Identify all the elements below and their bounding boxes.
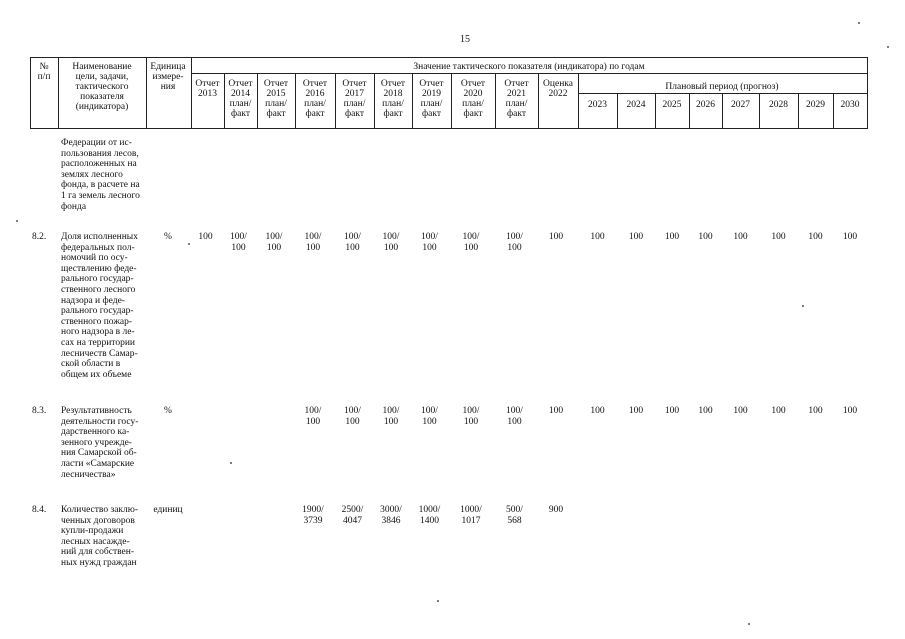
row-value-9: 100 xyxy=(548,406,564,416)
header-year-8: Отчет 2021 план/ факт xyxy=(504,79,529,119)
header-top-line xyxy=(30,57,867,58)
header-col-name: Наименование цели, задачи, тактического показателя (индикатора) xyxy=(72,62,132,112)
header-col-unit: Единица измере- ния xyxy=(150,62,186,92)
scan-speck xyxy=(887,46,889,48)
header-year-7: Отчет 2020 план/ факт xyxy=(460,79,486,119)
scan-speck xyxy=(230,462,232,464)
row-value-5: 100/ 100 xyxy=(382,232,400,253)
row-value-4: 2500/ 4047 xyxy=(341,505,364,526)
scan-speck xyxy=(858,22,860,24)
row-unit: % xyxy=(164,406,172,416)
header-col-divider xyxy=(617,93,618,128)
header-year-3: Отчет 2016 план/ факт xyxy=(302,79,328,119)
row-plan-value-1: 100 xyxy=(628,232,644,242)
row-value-6: 100/ 100 xyxy=(421,406,438,427)
row-plan-value-0: 100 xyxy=(590,232,605,242)
scan-speck xyxy=(802,305,804,307)
header-year-9: Оценка 2022 xyxy=(543,79,573,99)
header-col-divider xyxy=(689,93,690,128)
row-value-4: 100/ 100 xyxy=(344,232,361,253)
row-value-8: 500/ 568 xyxy=(506,505,523,526)
scan-speck xyxy=(437,600,439,602)
row-indicator-name: Доля исполненных федеральных пол- номочий по осу- ществлению феде- рального государ- ственного лесного надзора и феде- рального государ- ственного пожар- ного надзора в ле- сах на территории лесничеств Самар- ской области в общем их объеме xyxy=(61,232,138,380)
header-year-1: Отчет 2014 план/ факт xyxy=(228,79,253,119)
scan-speck xyxy=(748,623,750,625)
row-plan-value-5: 100 xyxy=(771,406,786,416)
header-plan-year-2030: 2030 xyxy=(840,100,860,110)
row-plan-value-4: 100 xyxy=(733,232,748,242)
row-value-5: 3000/ 3846 xyxy=(380,505,402,526)
row-number: 8.4. xyxy=(32,505,47,515)
header-col-divider xyxy=(722,93,723,128)
header-plan-year-2025: 2025 xyxy=(662,100,682,110)
row-number: 8.2. xyxy=(32,232,47,242)
header-year-4: Отчет 2017 план/ факт xyxy=(342,79,367,119)
row-plan-value-2: 100 xyxy=(664,232,680,242)
row-value-7: 100/ 100 xyxy=(462,406,480,427)
header-group-title: Значение тактического показателя (индикатора) по годам xyxy=(413,62,645,72)
row-plan-value-6: 100 xyxy=(808,406,823,416)
row-value-2: 100/ 100 xyxy=(265,232,283,253)
scan-speck xyxy=(16,220,18,222)
header-plan-year-2024: 2024 xyxy=(626,100,646,110)
header-col-divider xyxy=(798,93,799,128)
row-plan-value-5: 100 xyxy=(771,232,786,242)
row-value-8: 100/ 100 xyxy=(506,232,523,253)
header-bottom-line xyxy=(30,128,867,129)
row-value-8: 100/ 100 xyxy=(506,406,523,427)
continuation-text: Федерации от ис- пользования лесов, расположенных на землях лесного фонда, в расчете на 1 га земель лесного фонда xyxy=(61,138,140,212)
scan-speck xyxy=(188,243,190,245)
row-plan-value-7: 100 xyxy=(842,406,858,416)
header-plan-year-2026: 2026 xyxy=(696,100,715,110)
header-col-divider xyxy=(655,93,656,128)
row-number: 8.3. xyxy=(32,406,47,416)
row-plan-value-6: 100 xyxy=(808,232,823,242)
row-value-5: 100/ 100 xyxy=(382,406,400,427)
header-year-6: Отчет 2019 план/ факт xyxy=(419,79,444,119)
header-year-2: Отчет 2015 план/ факт xyxy=(263,79,289,119)
header-year-5: Отчет 2018 план/ факт xyxy=(380,79,406,119)
row-plan-value-3: 100 xyxy=(698,406,713,416)
row-plan-value-0: 100 xyxy=(590,406,605,416)
header-plan-year-2028: 2028 xyxy=(769,100,788,110)
header-plan-year-2029: 2029 xyxy=(806,100,825,110)
row-plan-value-1: 100 xyxy=(628,406,644,416)
row-value-0: 100 xyxy=(198,232,213,242)
row-plan-value-7: 100 xyxy=(842,232,858,242)
row-value-6: 1000/ 1400 xyxy=(418,505,441,526)
header-plan-year-2027: 2027 xyxy=(731,100,750,110)
row-value-7: 100/ 100 xyxy=(462,232,480,253)
row-value-9: 900 xyxy=(548,505,564,515)
row-value-1: 100/ 100 xyxy=(230,232,247,253)
header-plan-year-2023: 2023 xyxy=(588,100,607,110)
row-plan-value-4: 100 xyxy=(733,406,748,416)
page-number: 15 xyxy=(460,34,470,45)
row-value-4: 100/ 100 xyxy=(344,406,361,427)
row-value-7: 1000/ 1017 xyxy=(460,505,482,526)
row-unit: единиц xyxy=(153,505,183,515)
row-value-3: 1900/ 3739 xyxy=(302,505,324,526)
header-group-line xyxy=(191,73,867,74)
row-value-3: 100/ 100 xyxy=(304,232,322,253)
header-plan-period: Плановый период (прогноз) xyxy=(665,82,779,92)
header-col-number: № п/п xyxy=(37,62,51,82)
row-value-3: 100/ 100 xyxy=(304,406,322,427)
row-unit: % xyxy=(164,232,172,242)
row-indicator-name: Количество заклю- ченных договоров купли-продажи лесных насажде- ний для собствен- ных нужд граждан xyxy=(61,505,139,568)
row-plan-value-3: 100 xyxy=(698,232,713,242)
row-value-9: 100 xyxy=(548,232,564,242)
header-col-divider xyxy=(759,93,760,128)
header-year-0: Отчет 2013 xyxy=(195,79,220,99)
row-indicator-name: Результативность деятельности госу- дарственного ка- зенного учрежде- ния Самарской об- ласти «Самарские лесничества» xyxy=(61,406,139,480)
row-plan-value-2: 100 xyxy=(664,406,680,416)
row-value-6: 100/ 100 xyxy=(421,232,438,253)
header-col-divider xyxy=(833,93,834,128)
header-right-line xyxy=(867,57,868,129)
